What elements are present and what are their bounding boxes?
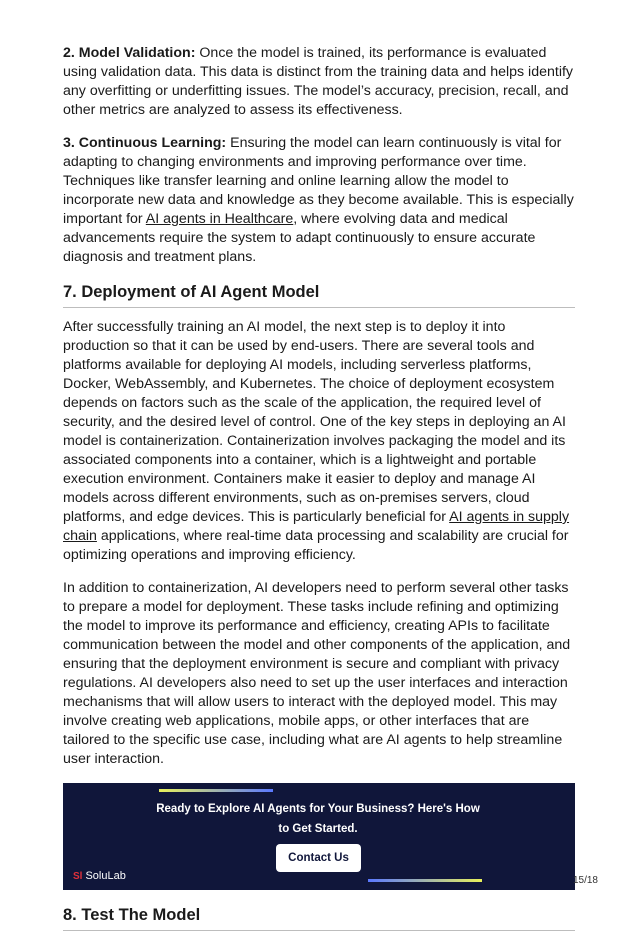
continuous-learning-paragraph bbox=[63, 134, 575, 267]
page-number: 15/18 bbox=[572, 875, 598, 886]
banner-accent-bar-top bbox=[159, 789, 273, 792]
test-model-heading: 8. Test The Model bbox=[63, 904, 575, 931]
contact-us-button[interactable]: Contact Us bbox=[276, 844, 361, 872]
continuous-learning-label: 3. Continuous Learning: bbox=[63, 135, 227, 151]
continuous-learning-text-1: Ensuring the model can learn continuously is vital for adapting to changing environments and improving performance over time. Techniques like transfer learning and online learning allow the model to incorporate new data and knowledge as they become available. This is especially important for bbox=[63, 135, 574, 227]
model-validation-text: Once the model is trained, its performance is evaluated using validation data. This data is distinct from the training data and helps identify any overfitting or underfitting issues. The model’s accuracy, precision, recall, and other metrics are analyzed to assess its effectiveness. bbox=[63, 45, 574, 118]
document-body bbox=[63, 44, 575, 941]
deployment-text-1: After successfully training an AI model, the next step is to deploy it into production so that it can be used by end-users. There are several tools and platforms available for deploying AI models, including serverless platforms, Docker, WebAssembly, and Kubernetes. The choice of deployment ecosystem depends on factors such as the scale of the application, the required level of security, and the desired level of control. One of the key steps in deploying an AI model is containerization. Containerization involves packaging the model and its associated components into a container, which is a lightweight and portable execution environment. Containers make it easier to deploy and manage AI models across different environments, such as on-premises servers, cloud platforms, and edge devices. This is particularly beneficial for bbox=[63, 319, 566, 525]
supply-chain-link[interactable]: AI agents in supply chain bbox=[63, 509, 570, 544]
deployment-text-2: applications, where real-time data processing and scalability are crucial for optimizing operations and improving efficiency. bbox=[63, 528, 569, 563]
healthcare-link[interactable]: AI agents in Healthcare bbox=[145, 211, 294, 227]
banner-title: Ready to Explore AI Agents for Your Business? Here's How to Get Started. bbox=[156, 803, 480, 835]
deployment-paragraph-1 bbox=[63, 318, 575, 565]
cta-banner bbox=[63, 783, 575, 890]
model-validation-paragraph bbox=[63, 44, 575, 120]
continuous-learning-text-2: , where evolving data and medical advancements require the system to adapt continuously to ensure accurate diagnosis and treatment plans. bbox=[63, 211, 536, 265]
solulab-logo-icon: Sl bbox=[73, 870, 83, 882]
model-validation-label: 2. Model Validation: bbox=[63, 45, 196, 61]
banner-accent-bar-bottom bbox=[368, 879, 482, 882]
deployment-paragraph-2: In addition to containerization, AI developers need to perform several other tasks to prepare a model for deployment. These tasks include refining and optimizing the model to improve its performance and efficiency, creating APIs to facilitate communication between the model and other components of the application, and ensuring that the deployment environment is secure and compliant with privacy regulations. AI developers also need to set up the user interfaces and interaction mechanisms that will allow users to interact with the deployed model. This may involve creating web applications, mobile apps, or other interfaces that are tailored to the specific use case, including what are AI agents to help streamline user interaction. bbox=[63, 580, 571, 767]
solulab-logo bbox=[73, 870, 126, 882]
solulab-logo-text: SoluLab bbox=[85, 870, 126, 882]
deployment-heading: 7. Deployment of AI Agent Model bbox=[63, 281, 575, 308]
